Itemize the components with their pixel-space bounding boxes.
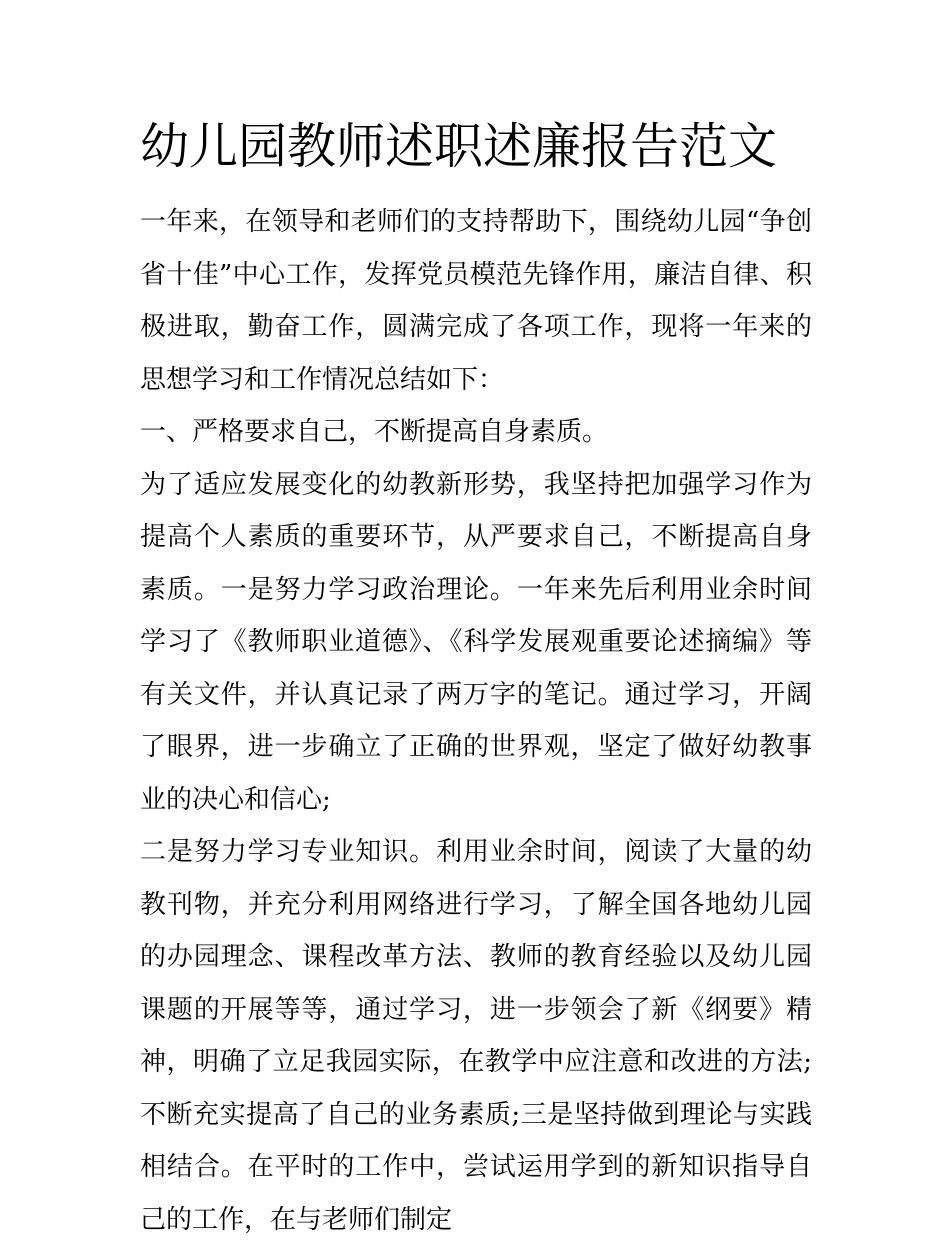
paragraph-study-professional: 二是努力学习专业知识。利用业余时间，阅读了大量的幼教刊物，并充分利用网络进行学习，了解全国各地幼儿园的办园理念、课程改革方法、教师的教育经验以及幼儿园课题的开展等等，通过学习，进一步领会了新《纲要》精神，明确了立足我园实际，在教学中应注意和改进的方法;不断充实提高了自己的业务素质;三是坚持做到理论与实践相结合。在平时的工作中，尝试运用学到的新知识指导自己的工作，在与老师们制定 [140, 837, 812, 1235]
section-heading-1: 一、严格要求自己，不断提高自身素质。 [140, 417, 609, 447]
document-title: 幼儿园教师述职述廉报告范文 [140, 118, 778, 175]
paragraph-study-politics: 为了适应发展变化的幼教新形势，我坚持把加强学习作为提高个人素质的重要环节，从严要求自己，不断提高自身素质。一是努力学习政治理论。一年来先后利用业余时间学习了《教师职业道德》、《科学发展观重要论述摘编》等有关文件，并认真记录了两万字的笔记。通过学习，开阔了眼界，进一步确立了正确的世界观，坚定了做好幼教事业的决心和信心; [140, 469, 812, 815]
document-body [140, 196, 812, 1246]
paragraph-intro: 一年来，在领导和老师们的支持帮助下，围绕幼儿园“争创省十佳”中心工作，发挥党员模范先锋作用，廉洁自律、积极进取，勤奋工作，圆满完成了各项工作，现将一年来的思想学习和工作情况总结如下： [140, 207, 812, 395]
